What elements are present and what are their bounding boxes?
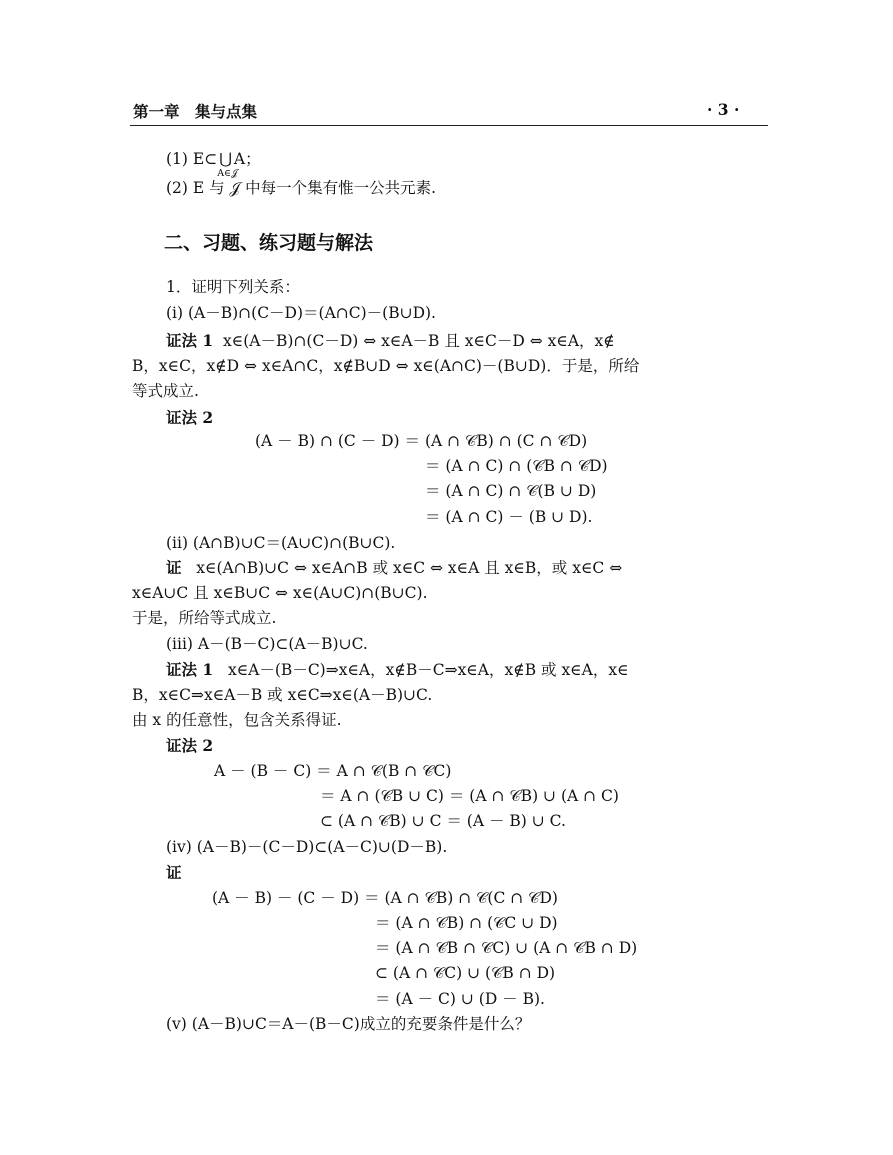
condition-1: (1) E⊂ ⋃ A∈𝒥 A；: [166, 148, 261, 170]
big-union-symbol: ⋃ A∈𝒥: [219, 148, 232, 170]
part-iii-proof2-label: 证法 2: [166, 736, 214, 755]
part-v-statement: (v) (A－B)∪C＝A－(B－C)成立的充要条件是什么？: [166, 1015, 531, 1033]
part-iv-statement: (iv) (A－B)－(C－D)⊂(A－C)∪(D－B).: [166, 838, 448, 856]
part-iii-statement: (iii) A－(B－C)⊂(A－B)∪C.: [166, 635, 368, 653]
page-number: · 3 ·: [707, 100, 740, 119]
part-iv-proof-eq1: (A － B) － (C － D) ＝ (A ∩ 𝒞B) ∩ 𝒞(C ∩ 𝒞D): [212, 889, 558, 907]
part-i-proof1-line2: B，x∈C，x∉D ⇔ x∈A∩C，x∉B∪D ⇔ x∈(A∩C)－(B∪D)．于是，所给: [132, 357, 640, 375]
proof-label: 证: [166, 558, 182, 577]
part-i-proof2-eq3: ＝ (A ∩ C) ∩ 𝒞(B ∪ D): [425, 482, 597, 500]
part-iii-proof2-eq1: A － (B － C) ＝ A ∩ 𝒞(B ∩ 𝒞C): [214, 762, 452, 780]
header-rule: [130, 125, 768, 126]
part-iv-proof-eq3: ＝ (A ∩ 𝒞B ∩ 𝒞C) ∪ (A ∩ 𝒞B ∩ D): [375, 939, 638, 957]
condition-2: (2) E 与 𝒥 中每一个集有惟一公共元素.: [166, 179, 437, 197]
part-i-statement: (i) (A－B)∩(C－D)＝(A∩C)－(B∪D).: [166, 304, 436, 322]
chapter-title: 第一章 集与点集: [133, 102, 258, 121]
part-ii-statement: (ii) (A∩B)∪C＝(A∪C)∩(B∪C).: [166, 534, 396, 552]
part-ii-proof-line2: x∈A∪C 且 x∈B∪C ⇔ x∈(A∪C)∩(B∪C).: [132, 584, 428, 602]
part-iv-proof-eq5: ＝ (A － C) ∪ (D － B).: [375, 990, 545, 1008]
part-i-proof1-line1: 证法 1 x∈(A－B)∩(C－D) ⇔ x∈A－B 且 x∈C－D ⇔ x∈A，x∉: [166, 331, 615, 350]
section-title: 二、习题、练习题与解法: [164, 232, 374, 254]
part-iii-proof1-line3: 由 x 的任意性，包含关系得证.: [132, 711, 342, 729]
part-iii-proof1-line2: B，x∈C⇒x∈A－B 或 x∈C⇒x∈(A－B)∪C.: [132, 686, 433, 704]
part-i-proof2-eq1: (A － B) ∩ (C － D) ＝ (A ∩ 𝒞B) ∩ (C ∩ 𝒞D): [255, 432, 588, 450]
proof-label: 证法 1: [166, 660, 214, 679]
part-ii-proof-line3: 于是，所给等式成立.: [132, 609, 277, 627]
part-ii-proof-line1: 证 x∈(A∩B)∪C ⇔ x∈A∩B 或 x∈C ⇔ x∈A 且 x∈B，或 x∈C ⇔: [166, 558, 623, 577]
part-iv-proof-eq2: ＝ (A ∩ 𝒞B) ∩ (𝒞C ∪ D): [375, 914, 558, 932]
part-i-proof2-eq2: ＝ (A ∩ C) ∩ (𝒞B ∩ 𝒞D): [425, 457, 608, 475]
proof-label: 证法 1: [166, 331, 214, 350]
problem-intro: 1．证明下列关系：: [166, 278, 300, 296]
part-iv-proof-eq4: ⊂ (A ∩ 𝒞C) ∪ (𝒞B ∩ D): [375, 964, 556, 982]
part-iv-proof-label: 证: [166, 863, 182, 882]
part-iii-proof2-eq2: ＝ A ∩ (𝒞B ∪ C) ＝ (A ∩ 𝒞B) ∪ (A ∩ C): [320, 787, 619, 805]
part-iii-proof2-eq3: ⊂ (A ∩ 𝒞B) ∪ C ＝ (A － B) ∪ C.: [320, 812, 566, 830]
part-iii-proof1-line1: 证法 1 x∈A－(B－C)⇒x∈A，x∉B－C⇒x∈A，x∉B 或 x∈A，x∈: [166, 660, 629, 679]
part-i-proof2-label: 证法 2: [166, 408, 214, 427]
part-i-proof1-line3: 等式成立.: [132, 382, 199, 400]
part-i-proof2-eq4: ＝ (A ∩ C) － (B ∪ D).: [425, 508, 593, 526]
union-subscript: A∈𝒥: [217, 168, 238, 179]
